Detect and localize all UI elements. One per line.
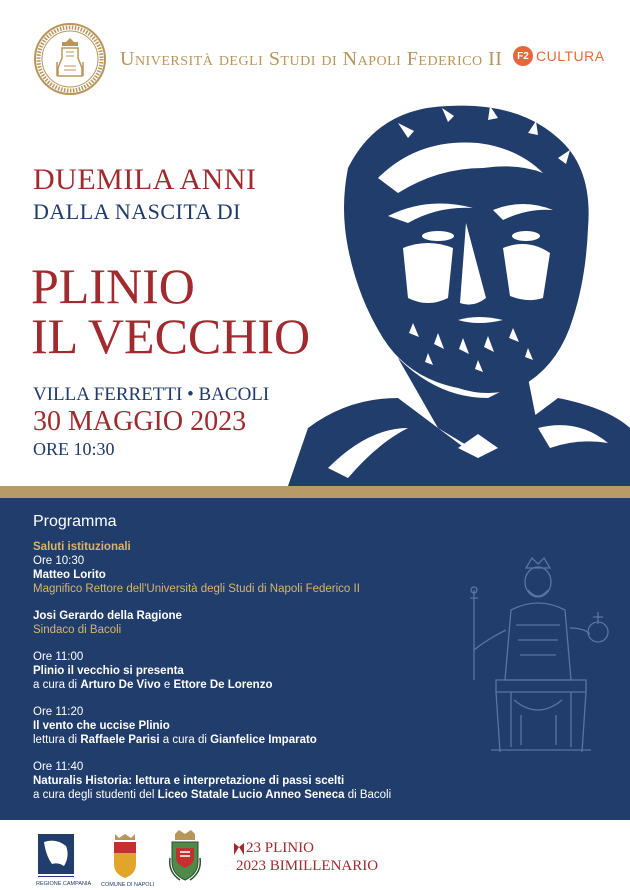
gold-divider [0, 486, 630, 498]
entry-credits [33, 678, 473, 692]
comune-bacoli-crest [166, 828, 204, 886]
bimillenario-line1: 23 PLINIO [246, 840, 314, 856]
credit-conj: di Bacoli [347, 789, 392, 801]
programme-entry [33, 705, 473, 747]
regione-campania-logo [36, 832, 92, 888]
regione-label: REGIONE CAMPANIA [36, 881, 92, 887]
programme-entry [33, 650, 473, 692]
entry-time: Ore 11:40 [33, 761, 84, 773]
f2-cultura-text: CULTURA [536, 48, 605, 64]
credit-person: Raffaele Parisi [80, 734, 160, 746]
programme-entry [33, 540, 473, 596]
entry-heading: Saluti istituzionali [33, 541, 131, 553]
credit-person: Arturo De Vivo [80, 679, 161, 691]
headline-line1: DUEMILA ANNI [33, 163, 257, 196]
bimillenario-line2: 2023 BIMILLENARIO [236, 858, 379, 874]
event-venue: VILLA FERRETTI • BACOLI [33, 384, 270, 405]
credit-person: Liceo Statale Lucio Anneo Seneca [157, 789, 345, 801]
credit-conj: a cura di [162, 734, 207, 746]
entry-time: Ore 11:00 [33, 651, 84, 663]
federico-emperor-icon [466, 550, 616, 760]
programme-entry [33, 760, 473, 802]
programme-list [33, 540, 473, 815]
university-seal-icon [33, 22, 107, 96]
credit-conj: e [163, 679, 171, 691]
credit-person: Gianfelice Imparato [210, 734, 317, 746]
entry-time: Ore 11:20 [33, 706, 84, 718]
event-time: ORE 10:30 [33, 439, 115, 459]
f2-cultura-logo [513, 46, 605, 66]
programme-section [0, 498, 630, 820]
entry-title: Il vento che uccise Plinio [33, 720, 170, 732]
headline-line2: DALLA NASCITA DI [33, 199, 241, 224]
footer [0, 820, 630, 890]
entry-role: Magnifico Rettore dell'Università degli Studi di Napoli Federico II [33, 583, 360, 595]
f2-badge: F2 [513, 46, 533, 66]
comune-napoli-logo [100, 830, 155, 888]
credit-prefix: a cura di [33, 679, 78, 691]
entry-credits [33, 733, 473, 747]
programme-title: Programma [33, 513, 117, 530]
name-line2: IL VECCHIO [31, 308, 311, 364]
credit-prefix: a cura degli studenti del [33, 789, 155, 801]
entry-credits [33, 788, 473, 802]
entry-title: Naturalis Historia: lettura e interpretazione di passi scelti [33, 775, 345, 787]
entry-speaker: Josi Gerardo della Ragione [33, 610, 182, 622]
entry-speaker: Matteo Lorito [33, 569, 106, 581]
programme-entry [33, 609, 473, 637]
plinio-portrait-icon [288, 98, 630, 486]
university-name: Università degli Studi di Napoli Federico II [120, 48, 503, 70]
entry-title: Plinio il vecchio si presenta [33, 665, 184, 677]
comune-label: COMUNE DI NAPOLI [101, 882, 155, 888]
credit-prefix: lettura di [33, 734, 78, 746]
name-line1: PLINIO [31, 258, 195, 314]
entry-time: Ore 10:30 [33, 555, 85, 567]
credit-person: Ettore De Lorenzo [173, 679, 273, 691]
bimillenario-mark-icon [234, 843, 244, 855]
event-date: 30 MAGGIO 2023 [33, 406, 247, 437]
entry-role: Sindaco di Bacoli [33, 624, 122, 636]
